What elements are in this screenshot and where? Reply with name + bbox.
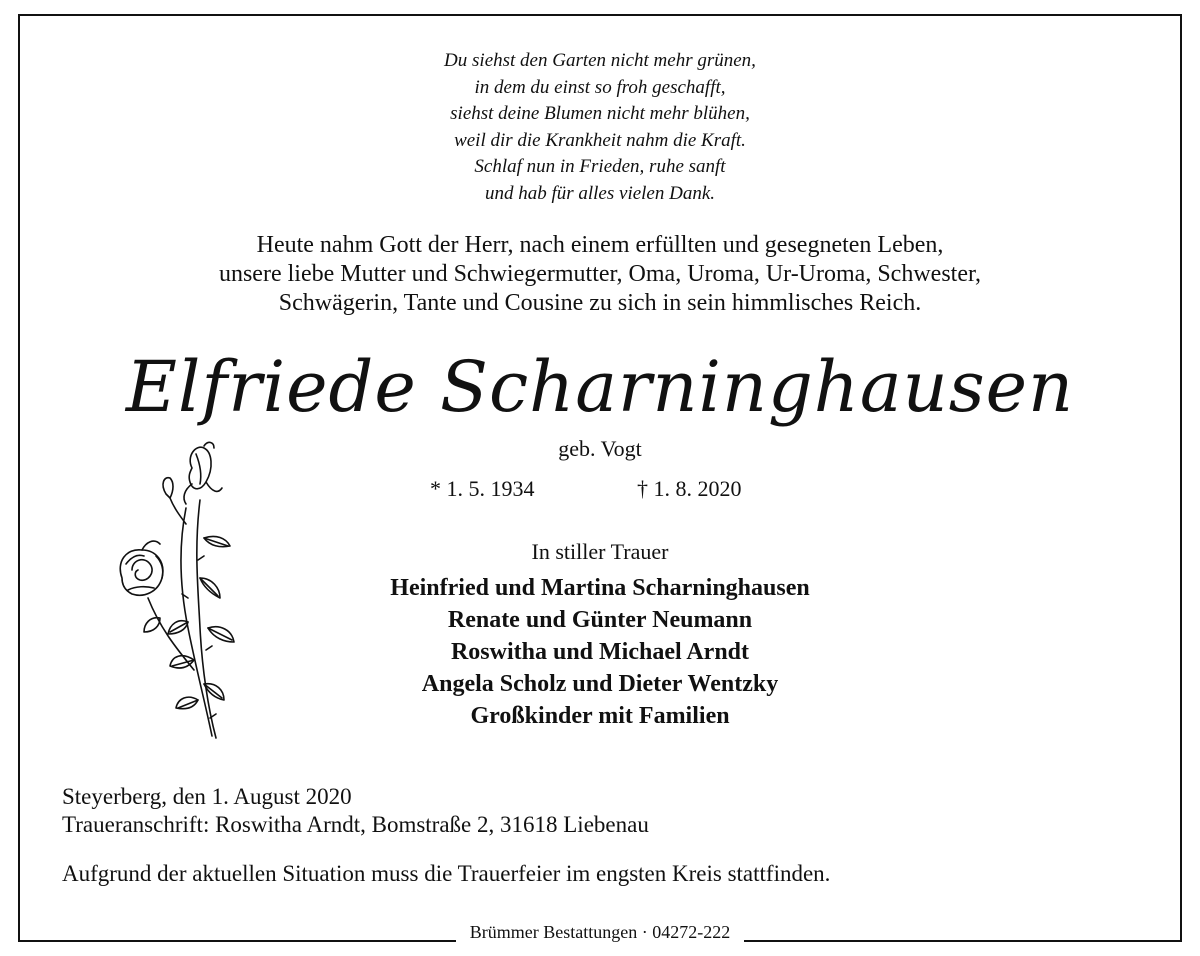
poem-line: siehst deine Blumen nicht mehr blühen, — [450, 103, 750, 124]
footer-info — [62, 783, 649, 839]
intro-line: Heute nahm Gott der Herr, nach einem erfüllten und gesegneten Leben, — [256, 232, 944, 258]
death-date: † 1. 8. 2020 — [637, 476, 742, 501]
mourner-name: Heinfried und Martina Scharninghausen — [390, 575, 810, 601]
mourner-name: Großkinder mit Familien — [470, 703, 730, 729]
ceremony-notice: Aufgrund der aktuellen Situation muss die Trauerfeier im engsten Kreis stattfinden. — [62, 861, 831, 886]
place-date: Steyerberg, den 1. August 2020 — [62, 784, 352, 809]
deceased-name: Elfriede Scharninghausen — [125, 346, 1075, 428]
intro-line: unsere liebe Mutter und Schwiegermutter, Oma, Uroma, Ur-Uroma, Schwester, — [218, 261, 982, 287]
poem-line: Du siehst den Garten nicht mehr grünen, — [444, 50, 756, 71]
poem-line: in dem du einst so froh geschafft, — [474, 76, 726, 98]
intro-line: Schwägerin, Tante und Cousine zu sich in sein himmlisches Reich. — [278, 290, 922, 316]
mourners-list — [0, 572, 1200, 732]
mourning-address: Traueranschrift: Roswitha Arndt, Bomstraße 2, 31618 Liebenau — [62, 812, 649, 837]
mourner-name: Roswitha und Michael Arndt — [450, 639, 750, 665]
poem-line: Schlaf nun in Frieden, ruhe sanft — [474, 156, 726, 177]
mourner-name: Renate und Günter Neumann — [447, 607, 753, 633]
mourner-name: Angela Scholz und Dieter Wentzky — [421, 671, 779, 697]
intro-text — [0, 231, 1200, 318]
poem-line: und hab für alles vielen Dank. — [484, 182, 716, 204]
mourning-heading: In stiller Trauer — [531, 539, 669, 564]
undertaker-credit — [0, 922, 1200, 943]
poem-line: weil dir die Krankheit nahm die Kraft. — [454, 129, 746, 151]
birth-date: * 1. 5. 1934 — [430, 476, 535, 501]
poem — [0, 48, 1200, 207]
maiden-name: geb. Vogt — [558, 436, 642, 461]
undertaker-text: Brümmer Bestattungen · 04272-222 — [456, 922, 744, 942]
